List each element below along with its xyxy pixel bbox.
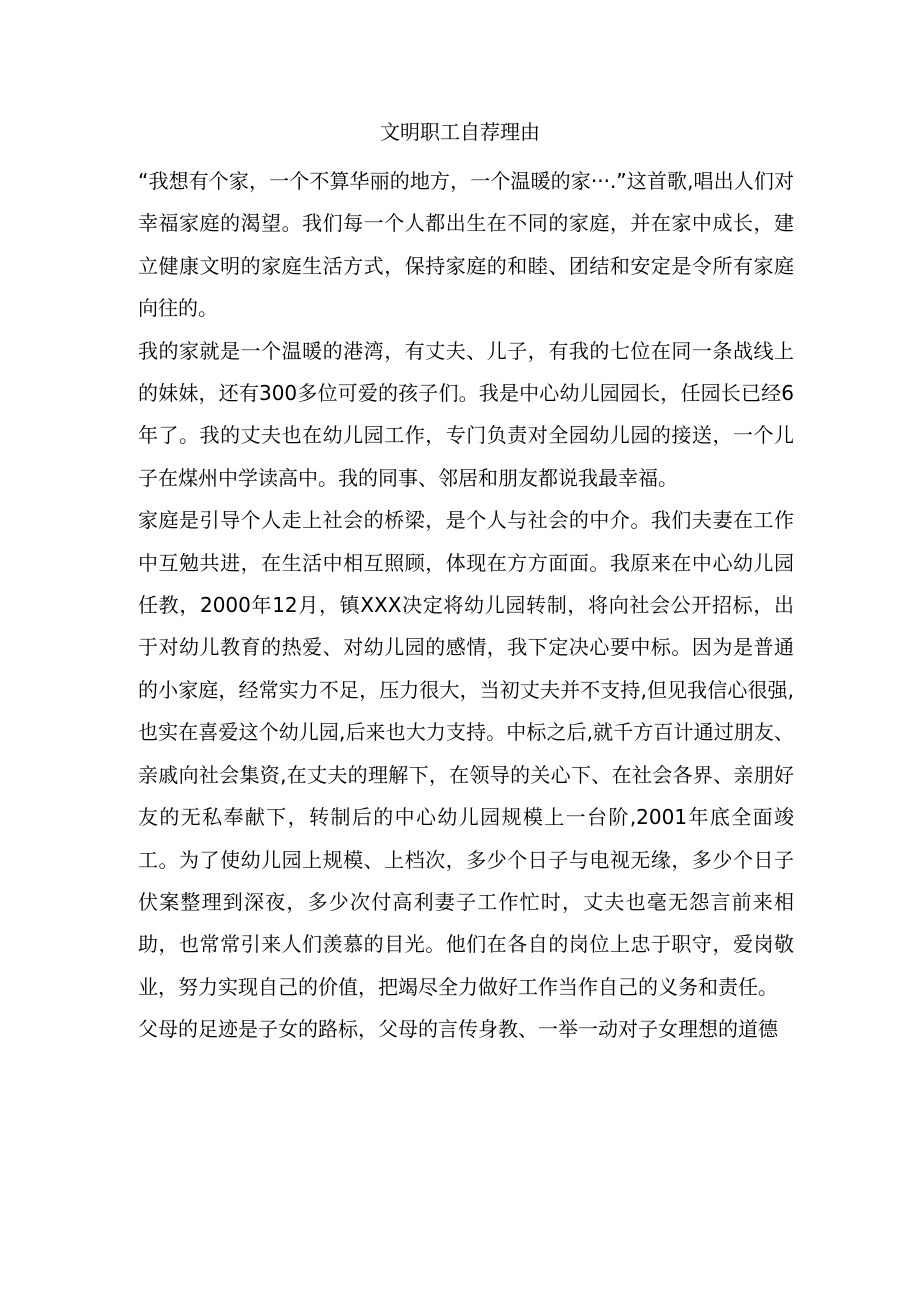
paragraph-bridge: 家庭是引导个人走上社会的桥梁，是个人与社会的中介。我们夫妻在工作中互勉共进，在生活中相互照顾，体现在方方面面。我原来在中心幼儿园任教，2000年12月，镇XXX决定将幼儿园转制，将向社会公开招标，出于对幼儿教育的热爱、对幼儿园的感情，我下定决心要中标。因为是普通的小家庭，经常实力不足，压力很大，当初丈夫并不支持,但见我信心很强,也实在喜爱这个幼儿园,后来也大力支持。中标之后,就千方百计通过朋友、亲戚向社会集资,在丈夫的理解下，在领导的关心下、在社会各界、亲朋好友的无私奉献下，转制后的中心幼儿园规模上一台阶,2001年底全面竣工。为了使幼儿园上规模、上档次，多少个日子与电视无缘，多少个日子伏案整理到深夜，多少次付高利妻子工作忙时，丈夫也毫无怨言前来相助，也常常引来人们羡慕的目光。他们在各自的岗位上忠于职守，爱岗敬业，努力实现自己的价值，把竭尽全力做好工作当作自己的义务和责任。 (138, 508, 794, 999)
document-body (138, 160, 794, 1051)
paragraph-intro: “我想有个家，一个不算华丽的地方，一个温暖的家···.”这首歌,唱出人们对幸福家庭的渴望。我们每一个人都出生在不同的家庭，并在家中成长，建立健康文明的家庭生活方式，保持家庭的和睦、团结和安定是令所有家庭向往的。 (138, 169, 794, 321)
paragraph-family: 我的家就是一个温暖的港湾，有丈夫、儿子，有我的七位在同一条战线上的妹妹，还有300多位可爱的孩子们。我是中心幼儿园园长，任园长已经6年了。我的丈夫也在幼儿园工作，专门负责对全园幼儿园的接送，一个儿子在煤州中学读高中。我的同事、邻居和朋友都说我最幸福。 (138, 338, 794, 490)
paragraph-parents: 父母的足迹是子女的路标，父母的言传身教、一举一动对子女理想的道德 (138, 1017, 778, 1042)
document-title: 文明职工自荐理由 (380, 120, 540, 144)
